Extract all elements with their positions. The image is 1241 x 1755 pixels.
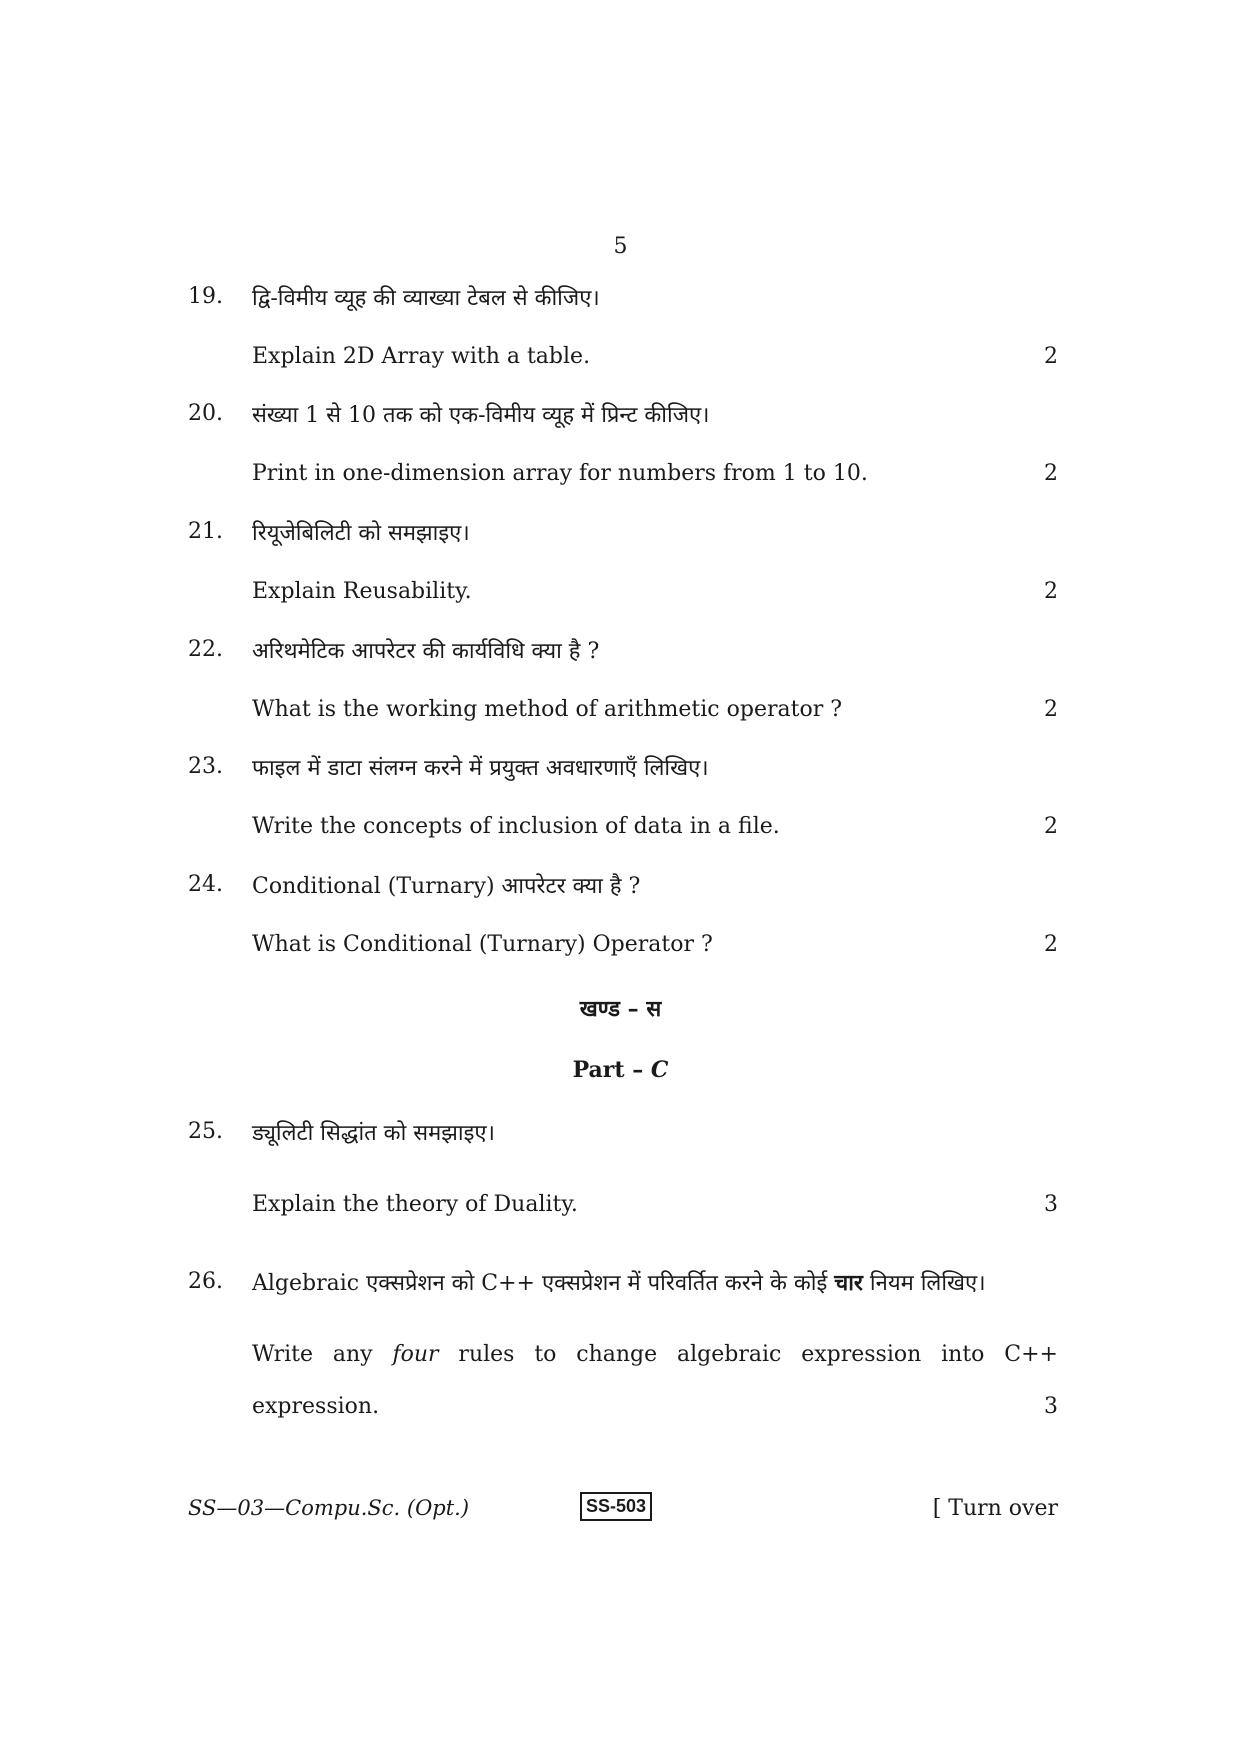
- page-number: 5: [613, 234, 628, 259]
- question-hindi: द्वि-विमीय व्यूह की व्याख्या टेबल से कीजिए।: [252, 286, 600, 311]
- question-hindi: रियूजेबिलिटी को समझाइए।: [252, 521, 470, 546]
- question-english: Print in one-dimension array for numbers from 1 to 10.: [252, 461, 868, 486]
- question-hindi: अरिथमेटिक आपरेटर की कार्यविधि क्या है ?: [252, 639, 600, 664]
- question-marks: 2: [1044, 579, 1058, 604]
- section-heading-english: [0, 1057, 1241, 1083]
- question-marks: 2: [1044, 814, 1058, 839]
- question-english: Explain 2D Array with a table.: [252, 344, 591, 369]
- hindi-text-bold: चार: [834, 1270, 863, 1296]
- question-marks: 2: [1044, 697, 1058, 722]
- section-letter: C: [650, 1057, 669, 1083]
- english-text-post: rules to change algebraic expression into C++: [438, 1342, 1058, 1367]
- question-number: 21.: [188, 519, 223, 544]
- question-number: 26.: [188, 1269, 223, 1294]
- question-english: What is Conditional (Turnary) Operator ?: [252, 932, 713, 957]
- question-hindi: संख्या 1 से 10 तक को एक-विमीय व्यूह में प्रिन्ट कीजिए।: [252, 403, 710, 428]
- question-marks: 3: [1044, 1394, 1058, 1419]
- english-text-italic: four: [392, 1342, 439, 1367]
- footer-paper-code: SS—03—Compu.Sc. (Opt.): [188, 1496, 470, 1520]
- question-number: 23.: [188, 754, 223, 779]
- question-number: 25.: [188, 1119, 223, 1144]
- question-english: Write the concepts of inclusion of data in a file.: [252, 814, 780, 839]
- hindi-text-post: नियम लिखिए।: [862, 1271, 986, 1296]
- section-prefix: Part –: [572, 1057, 651, 1083]
- question-english-line2: expression.: [252, 1394, 380, 1419]
- question-marks: 2: [1044, 932, 1058, 957]
- question-english: What is the working method of arithmetic operator ?: [252, 697, 842, 722]
- question-hindi: Conditional (Turnary) आपरेटर क्या है ?: [252, 874, 641, 899]
- english-text-pre: Write any: [252, 1342, 393, 1367]
- footer-series-box: SS-503: [580, 1492, 652, 1521]
- question-hindi: [252, 1267, 986, 1297]
- question-number: 22.: [188, 637, 223, 662]
- section-heading-hindi: खण्ड – स: [579, 996, 662, 1022]
- question-marks: 2: [1044, 461, 1058, 486]
- question-number: 20.: [188, 401, 223, 426]
- question-english: Explain Reusability.: [252, 579, 472, 604]
- footer-turn-over: [ Turn over: [932, 1496, 1058, 1521]
- question-hindi: ड्यूलिटी सिद्धांत को समझाइए।: [252, 1121, 495, 1146]
- question-english: Explain the theory of Duality.: [252, 1192, 578, 1217]
- hindi-text-pre: Algebraic एक्सप्रेशन को C++ एक्सप्रेशन में परिवर्तित करने के कोई: [252, 1271, 835, 1296]
- question-marks: 3: [1044, 1192, 1058, 1217]
- question-english-line1: [252, 1342, 1058, 1367]
- question-number: 19.: [188, 284, 223, 309]
- question-number: 24.: [188, 872, 223, 897]
- question-marks: 2: [1044, 344, 1058, 369]
- question-hindi: फाइल में डाटा संलग्न करने में प्रयुक्त अवधारणाएँ लिखिए।: [252, 756, 709, 781]
